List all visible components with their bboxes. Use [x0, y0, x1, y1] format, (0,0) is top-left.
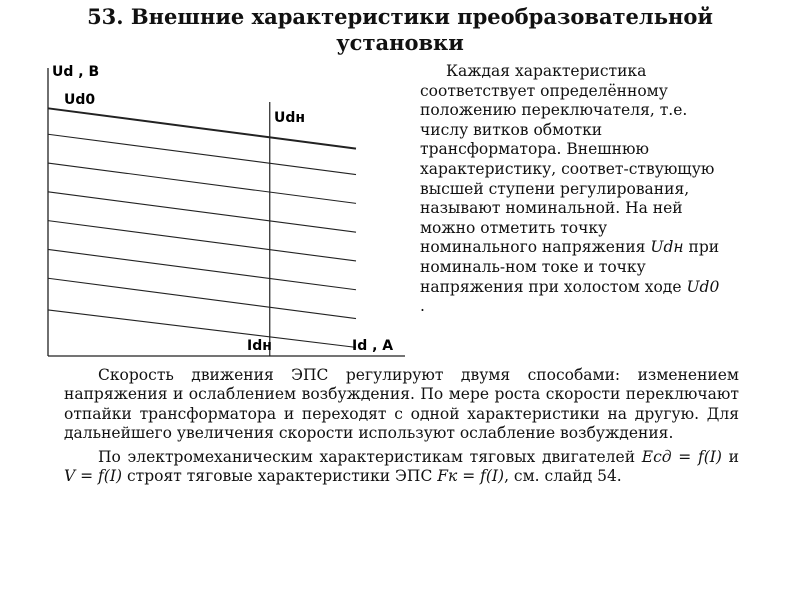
characteristic-line: [48, 249, 356, 289]
bottom-paragraph-2: [64, 448, 739, 487]
slide-title: 53. Внешние характеристики преобразовательной установки: [87, 4, 713, 55]
p2-and: и: [728, 447, 739, 466]
side-paragraph: [420, 62, 725, 317]
nominal-voltage-symbol: Udн: [650, 238, 684, 257]
p2-part2: строят тяговые характеристики ЭПС: [126, 467, 433, 486]
formula-speed: V = f(I): [64, 467, 122, 486]
y-intercept-label: Ud0: [64, 92, 96, 108]
p2-part1: По электромеханическим характеристикам тяговых двигателей: [98, 447, 636, 466]
side-text-end: .: [420, 297, 425, 316]
bottom-text: [64, 366, 739, 486]
y-axis-label: Ud , В: [52, 64, 100, 80]
characteristic-line: [48, 192, 356, 232]
formula-force: Fк = f(I): [437, 467, 505, 486]
characteristic-line: [48, 134, 356, 174]
characteristics-chart: [40, 58, 410, 363]
side-text-part2: при номиналь-ном токе и точку напряжения при холостом ходе: [420, 238, 720, 296]
bottom-paragraph-1: Скорость движения ЭПС регулируют двумя способами: изменением напряжения и ослаблением возбуждения. По мере роста скорости переключают отпайки трансформатора и переходят с одной характеристики на другую. Для дальнейшего увеличения скорости используют ослабление возбуждения.: [64, 366, 739, 443]
nominal-voltage-label: Udн: [274, 110, 306, 126]
p2-end: , см. слайд 54.: [504, 467, 622, 486]
formula-emf: Eсд = f(I): [641, 447, 722, 466]
x-axis-label: Id , А: [352, 338, 394, 354]
nominal-current-label: Idн: [247, 338, 272, 354]
side-text-part1: Каждая характеристика соответствует определённому положению переключателя, т.е. числу витков обмотки трансформатора. Внешнюю характеристику, соответ-ствующую высшей ступени регулирования, называют номинальной. На ней можно отметить точку номинального напряжения: [420, 62, 715, 257]
characteristic-line: [48, 221, 356, 261]
side-description: [420, 62, 725, 317]
nominal-characteristic-line: [48, 108, 356, 148]
characteristic-line: [48, 310, 356, 347]
no-load-voltage-symbol: Ud0: [686, 277, 720, 296]
chart-lines: [48, 108, 356, 347]
characteristic-line: [48, 278, 356, 318]
characteristic-line: [48, 163, 356, 203]
